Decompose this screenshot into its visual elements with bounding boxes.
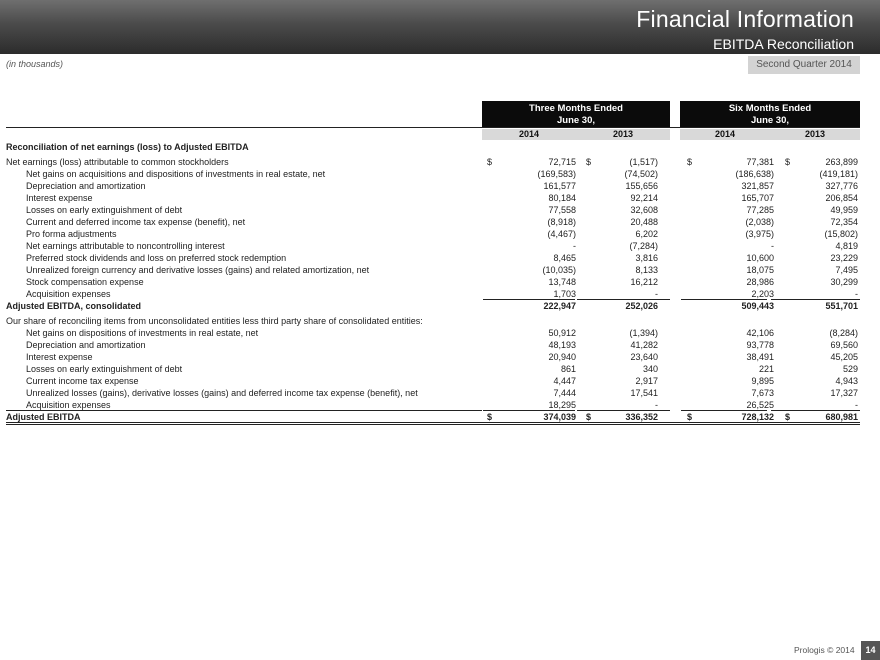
page-subtitle: EBITDA Reconciliation <box>713 36 854 52</box>
table-row <box>0 387 880 399</box>
cell-value: - <box>655 400 658 410</box>
cell-value: 263,899 <box>825 157 858 167</box>
cell-value: 336,352 <box>625 412 658 422</box>
six-months-line2: June 30, <box>750 115 790 126</box>
cell-value: - <box>573 241 576 251</box>
currency-symbol: $ <box>586 157 592 167</box>
cell-value: 45,205 <box>830 352 858 362</box>
three-months-line2: June 30, <box>556 115 596 126</box>
cell-value: 20,488 <box>630 217 658 227</box>
cell-value: (8,284) <box>829 328 858 338</box>
year-header: 2013 <box>612 129 634 139</box>
units-note: (in thousands) <box>6 59 64 69</box>
cell-value: 13,748 <box>548 277 576 287</box>
cell-value: 20,940 <box>548 352 576 362</box>
cell-value: 38,491 <box>746 352 774 362</box>
row-label: Unrealized losses (gains), derivative losses (gains) and deferred income tax expense (benefit), net <box>26 388 418 398</box>
cell-value: 680,981 <box>825 412 858 422</box>
row-label: Current income tax expense <box>26 376 139 386</box>
row-label: Unrealized foreign currency and derivative losses (gains) and related amortization, net <box>26 265 370 275</box>
cell-value: 6,202 <box>635 229 658 239</box>
cell-value: 50,912 <box>548 328 576 338</box>
row-label: Pro forma adjustments <box>26 229 117 239</box>
cell-value: (1,394) <box>629 328 658 338</box>
table-row <box>0 375 880 387</box>
cell-value: 221 <box>758 364 774 374</box>
cell-value: 728,132 <box>741 412 774 422</box>
cell-value: (7,284) <box>629 241 658 251</box>
cell-value: (3,975) <box>745 229 774 239</box>
cell-value: 28,986 <box>746 277 774 287</box>
currency-symbol: $ <box>586 412 592 422</box>
cell-value: 10,600 <box>746 253 774 263</box>
table-row <box>0 264 880 276</box>
cell-value: 77,285 <box>746 205 774 215</box>
cell-value: 49,959 <box>830 205 858 215</box>
row-label: Net gains on acquisitions and dispositions of investments in real estate, net <box>26 169 326 179</box>
total-rule <box>6 424 860 425</box>
cell-value: 2,203 <box>751 289 774 299</box>
cell-value: 30,299 <box>830 277 858 287</box>
cell-value: 18,295 <box>548 400 576 410</box>
row-label: Losses on early extinguishment of debt <box>26 205 183 215</box>
copyright: Prologis © 2014 <box>794 645 855 655</box>
table-row <box>0 192 880 204</box>
total-rule <box>6 422 860 423</box>
currency-symbol: $ <box>785 412 791 422</box>
cell-value: 26,525 <box>746 400 774 410</box>
subtotal-row <box>0 300 880 312</box>
cell-value: 72,715 <box>548 157 576 167</box>
year-header: 2013 <box>804 129 826 139</box>
row-label: Our share of reconciling items from unconsolidated entities less third party share of consolidated entities: <box>6 316 423 326</box>
cell-value: 321,857 <box>741 181 774 191</box>
row-label: Losses on early extinguishment of debt <box>26 364 183 374</box>
cell-value: 327,776 <box>825 181 858 191</box>
cell-value: 9,895 <box>751 376 774 386</box>
cell-value: (4,467) <box>547 229 576 239</box>
cell-value: (419,181) <box>819 169 858 179</box>
row-label: Acquisition expenses <box>26 400 111 410</box>
cell-value: 374,039 <box>543 412 576 422</box>
year-header: 2014 <box>518 129 540 139</box>
row-label: Interest expense <box>26 193 93 203</box>
three-months-header <box>482 101 670 127</box>
row-label: Depreciation and amortization <box>26 340 146 350</box>
cell-value: - <box>855 289 858 299</box>
table-row <box>0 363 880 375</box>
row-label: Adjusted EBITDA <box>6 412 81 422</box>
row-label: Net gains on dispositions of investments in real estate, net <box>26 328 259 338</box>
year-header: 2014 <box>714 129 736 139</box>
table-row <box>0 204 880 216</box>
cell-value: 529 <box>842 364 858 374</box>
cell-value: 80,184 <box>548 193 576 203</box>
table-row <box>0 351 880 363</box>
currency-symbol: $ <box>785 157 791 167</box>
row-label: Depreciation and amortization <box>26 181 146 191</box>
cell-value: 41,282 <box>630 340 658 350</box>
cell-value: 2,917 <box>635 376 658 386</box>
cell-value: (15,802) <box>824 229 858 239</box>
section-row <box>0 141 880 153</box>
header-rule <box>6 127 860 128</box>
cell-value: - <box>855 400 858 410</box>
cell-value: 340 <box>642 364 658 374</box>
page-number: 14 <box>861 641 880 660</box>
cell-value: 4,943 <box>835 376 858 386</box>
cell-value: 77,381 <box>746 157 774 167</box>
three-months-line1: Three Months Ended <box>529 103 623 114</box>
cell-value: 7,444 <box>553 388 576 398</box>
cell-value: 8,133 <box>635 265 658 275</box>
row-label: Net earnings attributable to noncontrolling interest <box>26 241 225 251</box>
cell-value: 93,778 <box>746 340 774 350</box>
cell-value: 1,703 <box>553 289 576 299</box>
title-banner <box>0 0 880 54</box>
row-label: Stock compensation expense <box>26 277 144 287</box>
six-months-header <box>680 101 860 127</box>
cell-value: 69,560 <box>830 340 858 350</box>
section-heading: Reconciliation of net earnings (loss) to Adjusted EBITDA <box>6 142 249 152</box>
cell-value: (186,638) <box>735 169 774 179</box>
cell-value: (8,918) <box>547 217 576 227</box>
table-row <box>0 228 880 240</box>
cell-value: 42,106 <box>746 328 774 338</box>
cell-value: 252,026 <box>625 301 658 311</box>
page-title: Financial Information <box>636 6 854 32</box>
cell-value: 222,947 <box>543 301 576 311</box>
cell-value: 92,214 <box>630 193 658 203</box>
cell-value: (2,038) <box>745 217 774 227</box>
cell-value: 18,075 <box>746 265 774 275</box>
currency-symbol: $ <box>687 412 693 422</box>
cell-value: 161,577 <box>543 181 576 191</box>
cell-value: (10,035) <box>542 265 576 275</box>
cell-value: 7,495 <box>835 265 858 275</box>
cell-value: 17,327 <box>830 388 858 398</box>
cell-value: 206,854 <box>825 193 858 203</box>
table-row <box>0 252 880 264</box>
cell-value: 4,819 <box>835 241 858 251</box>
cell-value: 551,701 <box>825 301 858 311</box>
section-row <box>0 315 880 327</box>
cell-value: 509,443 <box>741 301 774 311</box>
row-label: Adjusted EBITDA, consolidated <box>6 301 142 311</box>
row-label: Net earnings (loss) attributable to common stockholders <box>6 157 229 167</box>
cell-value: 7,673 <box>751 388 774 398</box>
table-row <box>0 216 880 228</box>
cell-value: 165,707 <box>741 193 774 203</box>
cell-value: - <box>771 241 774 251</box>
cell-value: 23,640 <box>630 352 658 362</box>
cell-value: (74,502) <box>624 169 658 179</box>
cell-value: 17,541 <box>630 388 658 398</box>
cell-value: 32,608 <box>630 205 658 215</box>
cell-value: 3,816 <box>635 253 658 263</box>
cell-value: 861 <box>560 364 576 374</box>
table-row <box>0 240 880 252</box>
table-row <box>0 339 880 351</box>
table-row <box>0 327 880 339</box>
cell-value: 8,465 <box>553 253 576 263</box>
row-label: Current and deferred income tax expense (benefit), net <box>26 217 246 227</box>
cell-value: 155,656 <box>625 181 658 191</box>
cell-value: (169,583) <box>537 169 576 179</box>
currency-symbol: $ <box>687 157 693 167</box>
currency-symbol: $ <box>487 412 493 422</box>
cell-value: 4,447 <box>553 376 576 386</box>
total-rule <box>6 410 482 411</box>
row-label: Preferred stock dividends and loss on preferred stock redemption <box>26 253 287 263</box>
cell-value: 77,558 <box>548 205 576 215</box>
table-row <box>0 276 880 288</box>
table-row <box>0 168 880 180</box>
cell-value: - <box>655 289 658 299</box>
table-row <box>0 156 880 168</box>
row-label: Acquisition expenses <box>26 289 111 299</box>
period-tab: Second Quarter 2014 <box>748 56 860 74</box>
cell-value: 23,229 <box>830 253 858 263</box>
currency-symbol: $ <box>487 157 493 167</box>
cell-value: 16,212 <box>630 277 658 287</box>
table-row <box>0 180 880 192</box>
cell-value: (1,517) <box>629 157 658 167</box>
cell-value: 72,354 <box>830 217 858 227</box>
row-label: Interest expense <box>26 352 93 362</box>
six-months-line1: Six Months Ended <box>728 103 812 114</box>
cell-value: 48,193 <box>548 340 576 350</box>
